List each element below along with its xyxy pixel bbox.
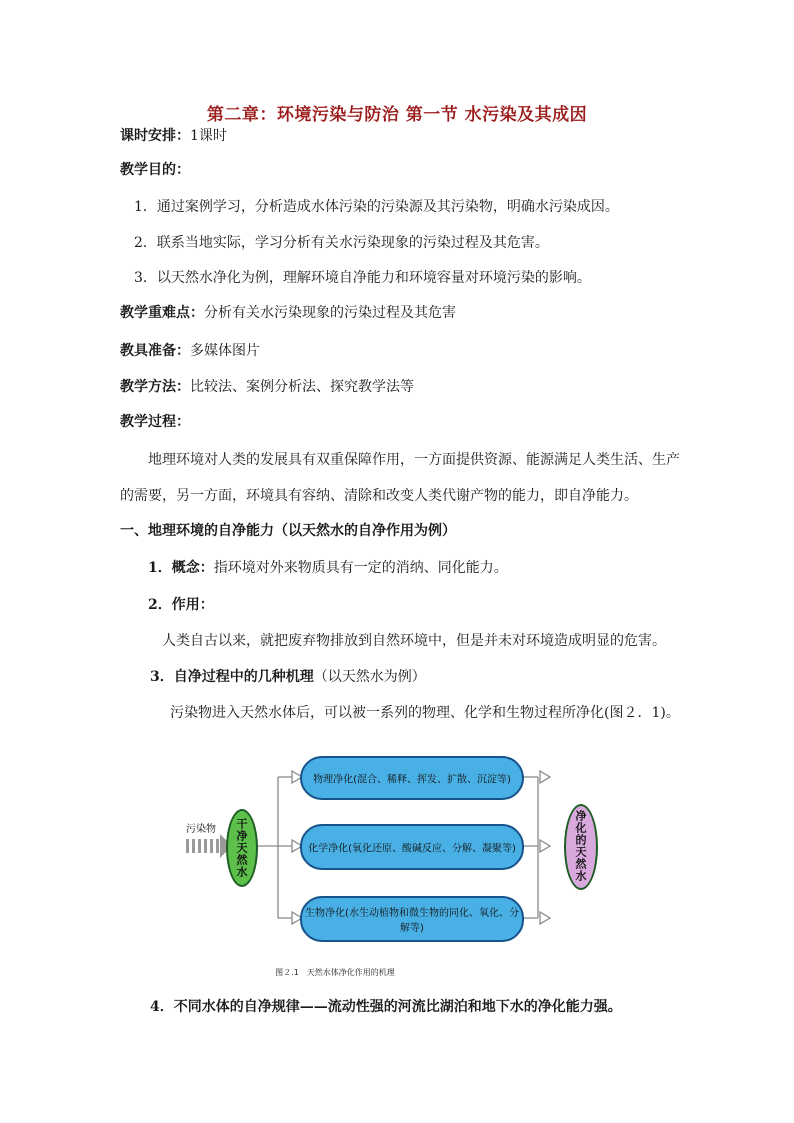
input-arrow-stripe — [186, 839, 189, 853]
arrow-head — [540, 912, 550, 924]
mechanism-label: 3．自净过程中的几种机理 — [150, 669, 314, 685]
right-node-label: 净化的天然水 — [574, 810, 587, 882]
diagram-caption: 图２.1 天然水体净化作用的机理 — [275, 968, 395, 977]
concept-label: 1．概念： — [148, 560, 214, 576]
tools-line — [120, 341, 260, 361]
intro-paragraph-line: 的需要，另一方面，环境具有容纳、清除和改变人类代谢产物的能力，即自净能力。 — [120, 488, 638, 504]
arrow-head — [540, 771, 550, 783]
process-label: 化学净化(氧化还原、酸碱反应、分解、凝聚等) — [308, 843, 516, 855]
objective-item: 1．通过案例学习，分析造成水体污染的污染源及其污染物，明确水污染成因。 — [134, 199, 619, 215]
objectives-label: 教学目的： — [120, 162, 190, 178]
process-label: 生物净化(水生动植物和微生物的同化、氧化、分解等) — [305, 908, 519, 934]
purification-diagram — [180, 742, 620, 982]
input-arrow-stripe — [198, 839, 201, 853]
process-pill — [300, 824, 524, 870]
input-arrow-stripe — [204, 839, 207, 853]
process-label: 教学过程： — [120, 414, 190, 430]
arrow-head — [540, 840, 550, 852]
input-arrow-stripe — [216, 839, 219, 853]
schedule-value: 1课时 — [190, 128, 227, 144]
function-label: 2．作用： — [148, 597, 214, 613]
input-arrow-stripe — [210, 839, 213, 853]
methods-line — [120, 377, 414, 397]
concept-line — [148, 558, 508, 578]
left-node-label: 干净天然水 — [235, 818, 248, 878]
mechanism-text: 污染物进入天然水体后，可以被一系列的物理、化学和生物过程所净化(图２．1)。 — [170, 705, 680, 721]
process-pill — [300, 756, 524, 800]
key-points-value: 分析有关水污染现象的污染过程及其危害 — [204, 305, 456, 321]
key-points-label: 教学重难点： — [120, 305, 204, 321]
function-text: 人类自古以来，就把废弃物排放到自然环境中，但是并未对环境造成明显的危害。 — [162, 633, 666, 649]
process-label: 物理净化(混合、稀释、挥发、扩散、沉淀等) — [313, 774, 511, 786]
objective-item: 2．联系当地实际，学习分析有关水污染现象的污染过程及其危害。 — [134, 235, 549, 251]
intro-paragraph-line: 地理环境对人类的发展具有双重保障作用，一方面提供资源、能源满足人类生活、生产 — [148, 452, 680, 468]
methods-label: 教学方法： — [120, 379, 190, 395]
page-title: 第二章：环境污染与防治 第一节 水污染及其成因 — [206, 105, 588, 125]
methods-value: 比较法、案例分析法、探究教学法等 — [190, 379, 414, 395]
rule-line: 4．不同水体的自净规律——流动性强的河流比湖泊和地下水的净化能力强。 — [150, 999, 622, 1015]
input-arrow-stripe — [192, 839, 195, 853]
input-label: 污染物 — [186, 824, 216, 835]
process-pill — [300, 896, 524, 942]
key-points-line — [120, 303, 456, 323]
tools-label: 教具准备： — [120, 343, 190, 359]
mechanism-line — [150, 667, 426, 687]
tools-value: 多媒体图片 — [190, 343, 260, 359]
mechanism-note: （以天然水为例） — [313, 669, 426, 685]
schedule-line — [120, 126, 227, 146]
schedule-label: 课时安排： — [120, 128, 190, 144]
section-heading: 一、地理环境的自净能力（以天然水的自净作用为例） — [120, 523, 456, 539]
objective-item: 3．以天然水净化为例，理解环境自净能力和环境容量对环境污染的影响。 — [134, 270, 591, 286]
concept-text: 指环境对外来物质具有一定的消纳、同化能力。 — [213, 560, 508, 576]
